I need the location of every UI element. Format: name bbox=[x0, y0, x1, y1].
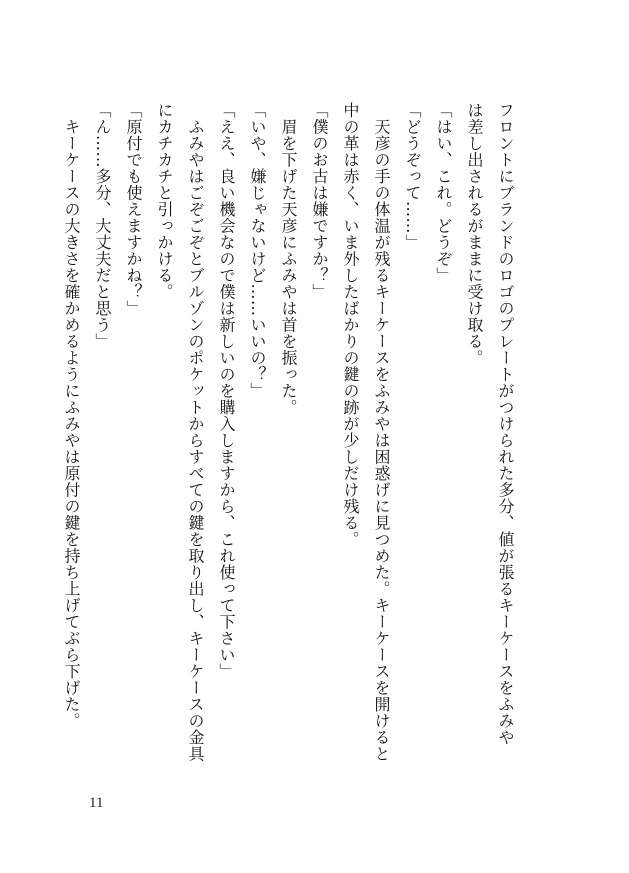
text-line: 「ん……多分、大丈夫だと思う」 bbox=[93, 102, 112, 350]
text-line: ふみやはごぞごぞとブルゾンのポケットからすべての鍵を取り出し、キーケースの金具 bbox=[186, 102, 205, 762]
text-line: 「原付でも使えますかね？」 bbox=[124, 102, 143, 317]
text-line: にカチカチと引っかける。 bbox=[155, 102, 174, 300]
text-line: 「はい、これ。どうぞ」 bbox=[434, 102, 453, 284]
text-line: キーケースの大きさを確かめるようにふみやは原付の鍵を持ち上げてぶら下げた。 bbox=[62, 102, 81, 729]
text-line: は差し出されるがままに受け取る。 bbox=[465, 102, 484, 366]
text-line: フロントにブランドのロゴのプレートがつけられた多分、値が張るキーケースをふみや bbox=[496, 102, 515, 746]
body-text bbox=[56, 102, 521, 770]
text-line: 「どうぞって……」 bbox=[403, 102, 422, 251]
text-line: 中の革は赤く、いま外したばかりの鍵の跡が少しだけ残る。 bbox=[341, 102, 360, 548]
text-line: 「僕のお古は嫌ですか？」 bbox=[310, 102, 329, 300]
text-line: 「ええ、良い機会なので僕は新しいのを購入しますから、これ使って下さい」 bbox=[217, 102, 236, 680]
text-line: 「いや、嫌じゃないけど……いいの？」 bbox=[248, 102, 267, 399]
page-number: 11 bbox=[89, 795, 104, 811]
text-line: 天彦の手の体温が残るキーケースをふみやは困惑げに見つめた。キーケースを開けると bbox=[372, 102, 391, 762]
text-line: 眉を下げた天彦にふみやは首を振った。 bbox=[279, 102, 298, 416]
